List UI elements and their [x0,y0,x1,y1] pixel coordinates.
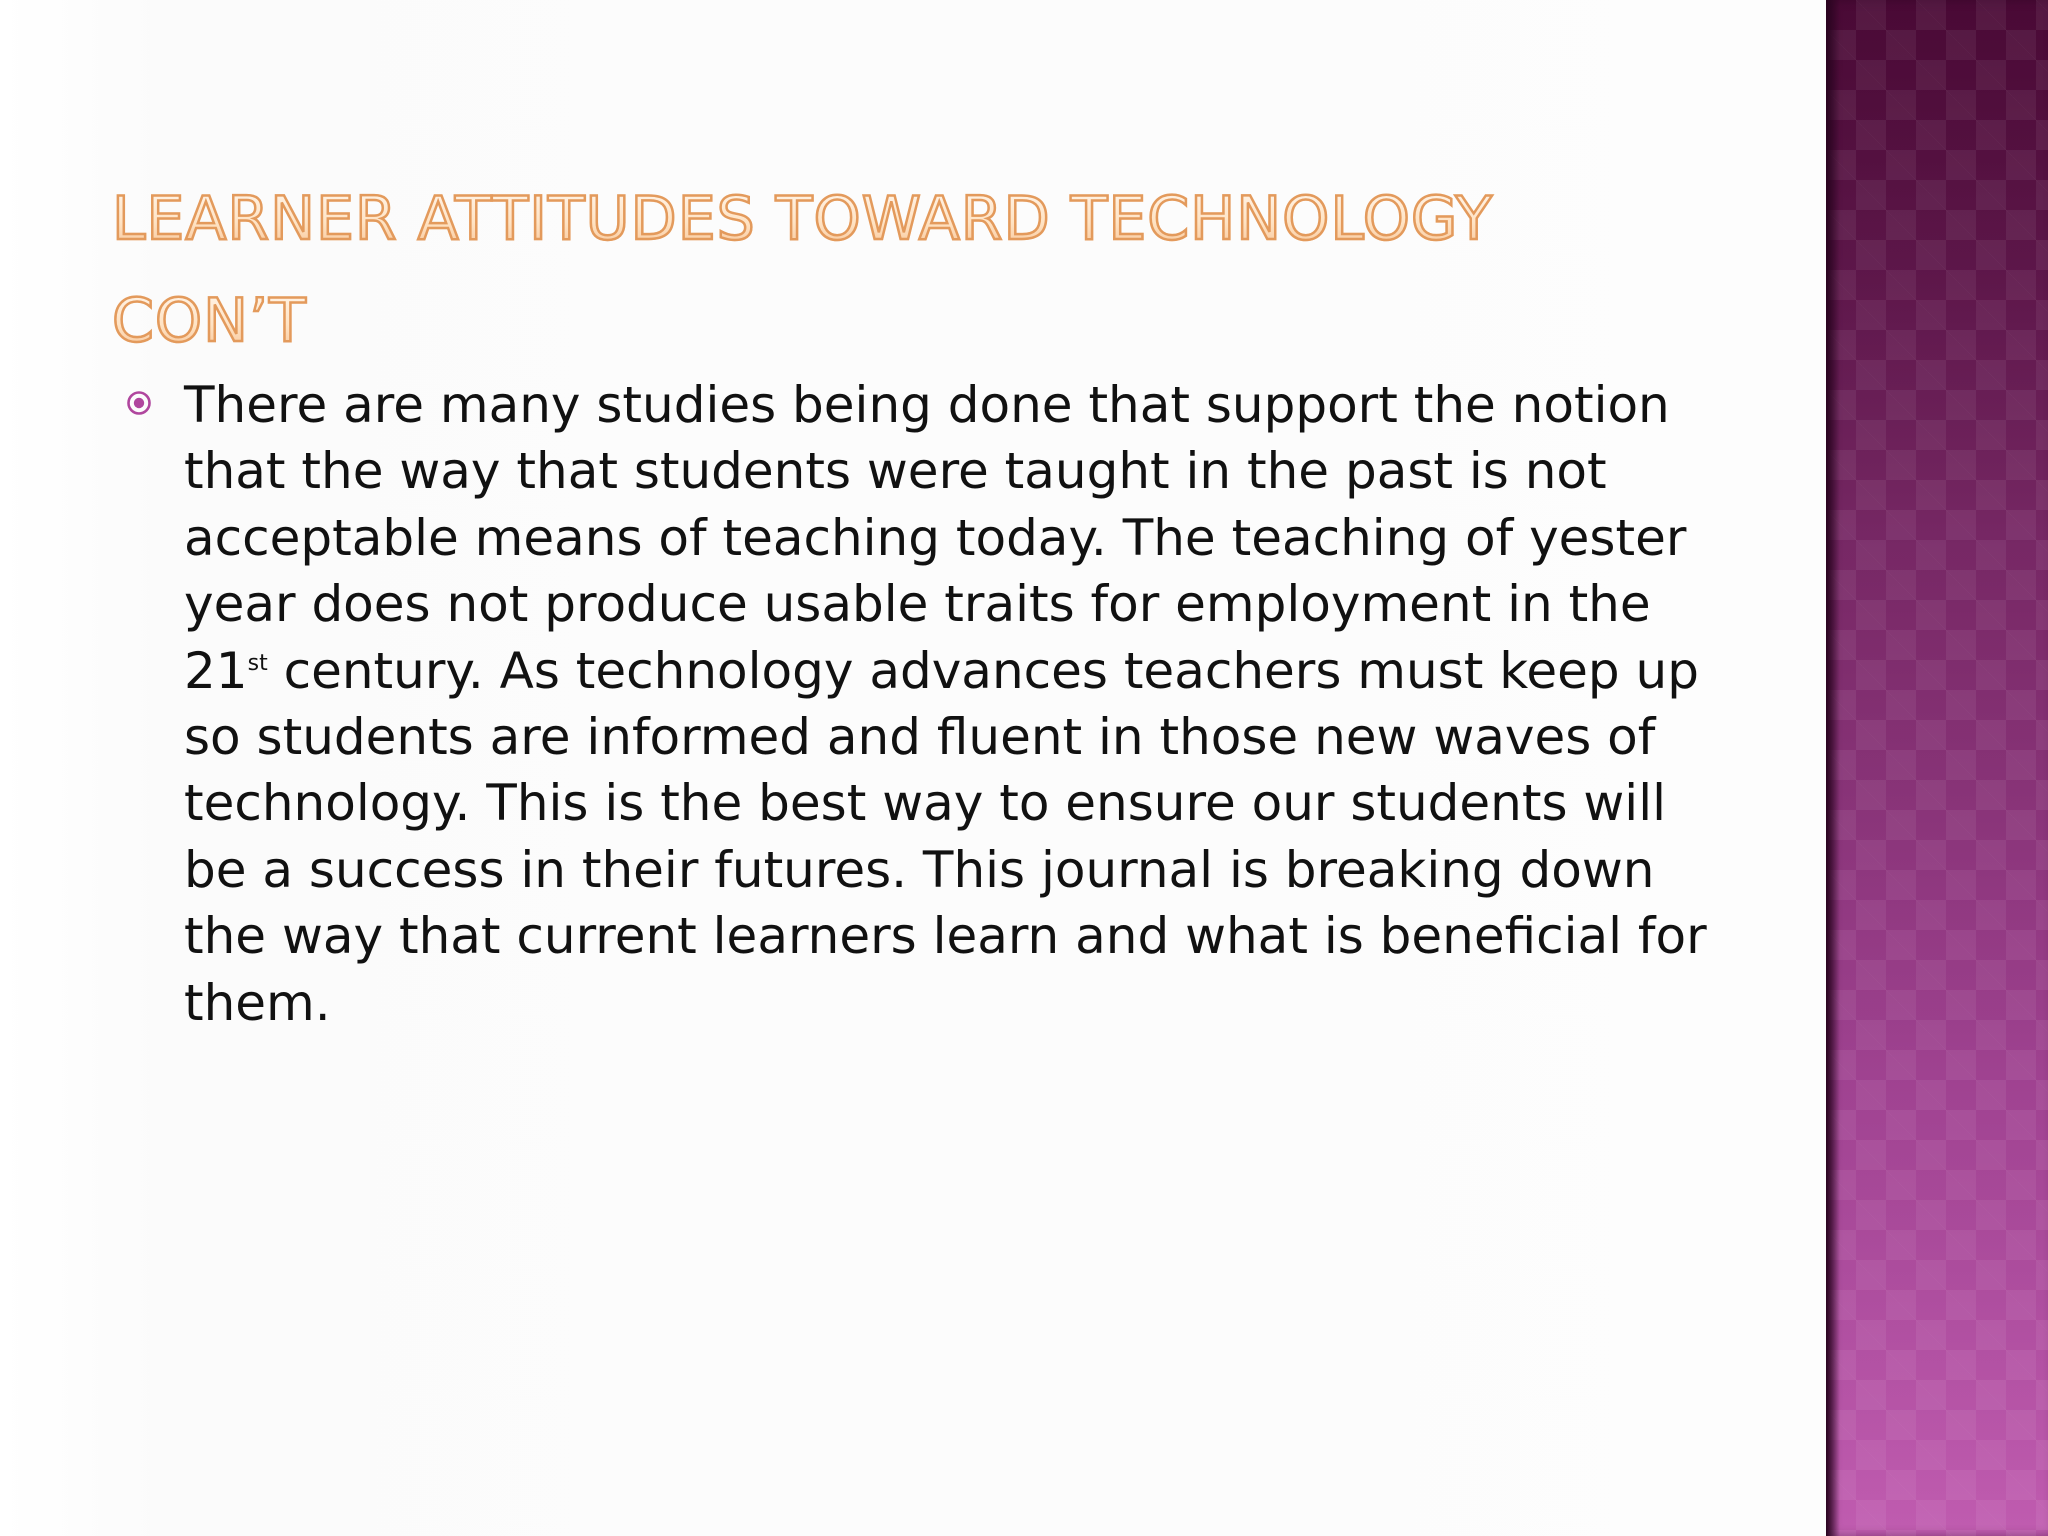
circle-dot-bullet-icon [126,390,152,416]
slide-title [112,168,1692,372]
bullet-item [126,372,1726,1036]
side-band-shadow-edge [1826,0,1840,1536]
bullet-text-part-1: There are many studies being done that support the notion that the way that students were taught in the past is not acceptable means of teaching today. The teaching of yester year does not produce usable traits for employment in the 21 [184,376,1687,700]
decorative-side-band [1826,0,2048,1536]
slide-body [126,372,1726,1036]
bullet-text [184,372,1726,1036]
bullet-text-part-2: century. As technology advances teachers must keep up so students are informed and fluent in those new waves of technology. This is the best way to ensure our students will be a success in their futures. This journal is breaking down the way that current learners learn and what is beneficial for them. [184,641,1707,1032]
slide-title-text: LEARNER ATTITUDES TOWARD TECHNOLOGY CON’T [112,184,1494,356]
ordinal-suffix: st [247,650,268,676]
diamond-pattern [1826,0,2048,1536]
